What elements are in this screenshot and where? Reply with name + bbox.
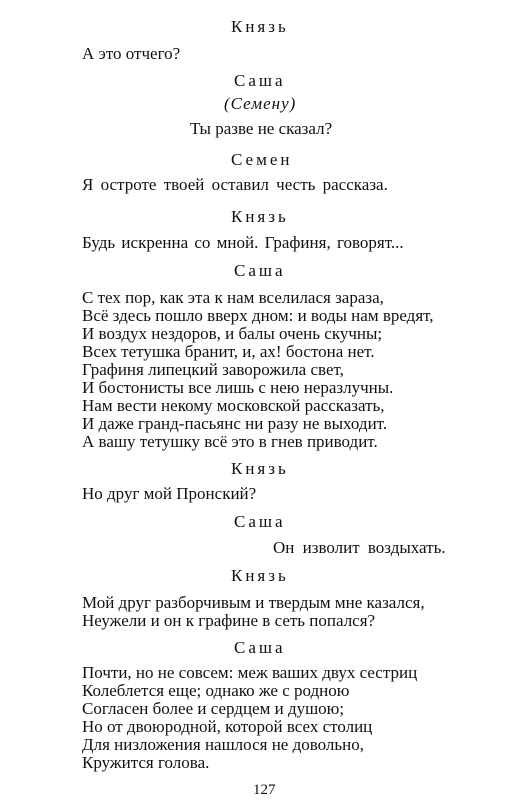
verse-line: Но друг мой Пронский?	[82, 484, 257, 503]
verse-line: Всех тетушка бранит, и, ах! бостона нет.	[82, 342, 375, 361]
verse-line: Но от двоюродной, которой всех столиц	[82, 717, 373, 736]
verse-line: Он изволит воздыхать.	[273, 538, 446, 557]
speaker-name: Князь	[231, 566, 289, 585]
speaker-name: Саша	[234, 71, 286, 90]
verse-line: Мой друг разборчивым и твердым мне казался,	[82, 593, 425, 612]
verse-line: И воздух нездоров, и балы очень скучны;	[82, 324, 383, 343]
verse-line: Ты разве не сказал?	[190, 119, 333, 138]
verse-line: Будь искренна со мной. Графиня, говорят...	[82, 233, 404, 252]
verse-line: Нам вести некому московской рассказать,	[82, 396, 385, 415]
verse-line: Почти, но не совсем: меж ваших двух сестриц	[82, 663, 418, 682]
speaker-name: Семен	[231, 150, 293, 169]
speaker-name: Саша	[234, 261, 286, 280]
verse-line: А вашу тетушку всё это в гнев приводит.	[82, 432, 378, 451]
verse-line: Согласен более и сердцем и душою;	[82, 699, 345, 718]
verse-line: Я остроте твоей оставил честь рассказа.	[82, 175, 388, 194]
speaker-name: Саша	[234, 512, 286, 531]
speaker-name: Князь	[231, 207, 289, 226]
verse-line: Графиня липецкий заворожила свет,	[82, 360, 344, 379]
verse-line: И даже гранд-пасьянс ни разу не выходит.	[82, 414, 388, 433]
verse-line: Неужели и он к графине в сеть попался?	[82, 611, 376, 630]
verse-line: И бостонисты все лишь с нею неразлучны.	[82, 378, 394, 397]
verse-line: Всё здесь пошло вверх дном: и воды нам вредят,	[82, 306, 434, 325]
speaker-name: Саша	[234, 638, 286, 657]
verse-line: А это отчего?	[82, 44, 181, 63]
verse-line: Колеблется еще; однако же с родною	[82, 681, 350, 700]
speaker-name: Князь	[231, 17, 289, 36]
verse-line: Для низложения нашлося не довольно,	[82, 735, 365, 754]
page-number: 127	[253, 782, 276, 798]
verse-line: Кружится голова.	[82, 753, 210, 772]
verse-line: С тех пор, как эта к нам вселилася зараза,	[82, 288, 384, 307]
stage-direction: (Семену)	[224, 94, 297, 113]
speaker-name: Князь	[231, 459, 289, 478]
